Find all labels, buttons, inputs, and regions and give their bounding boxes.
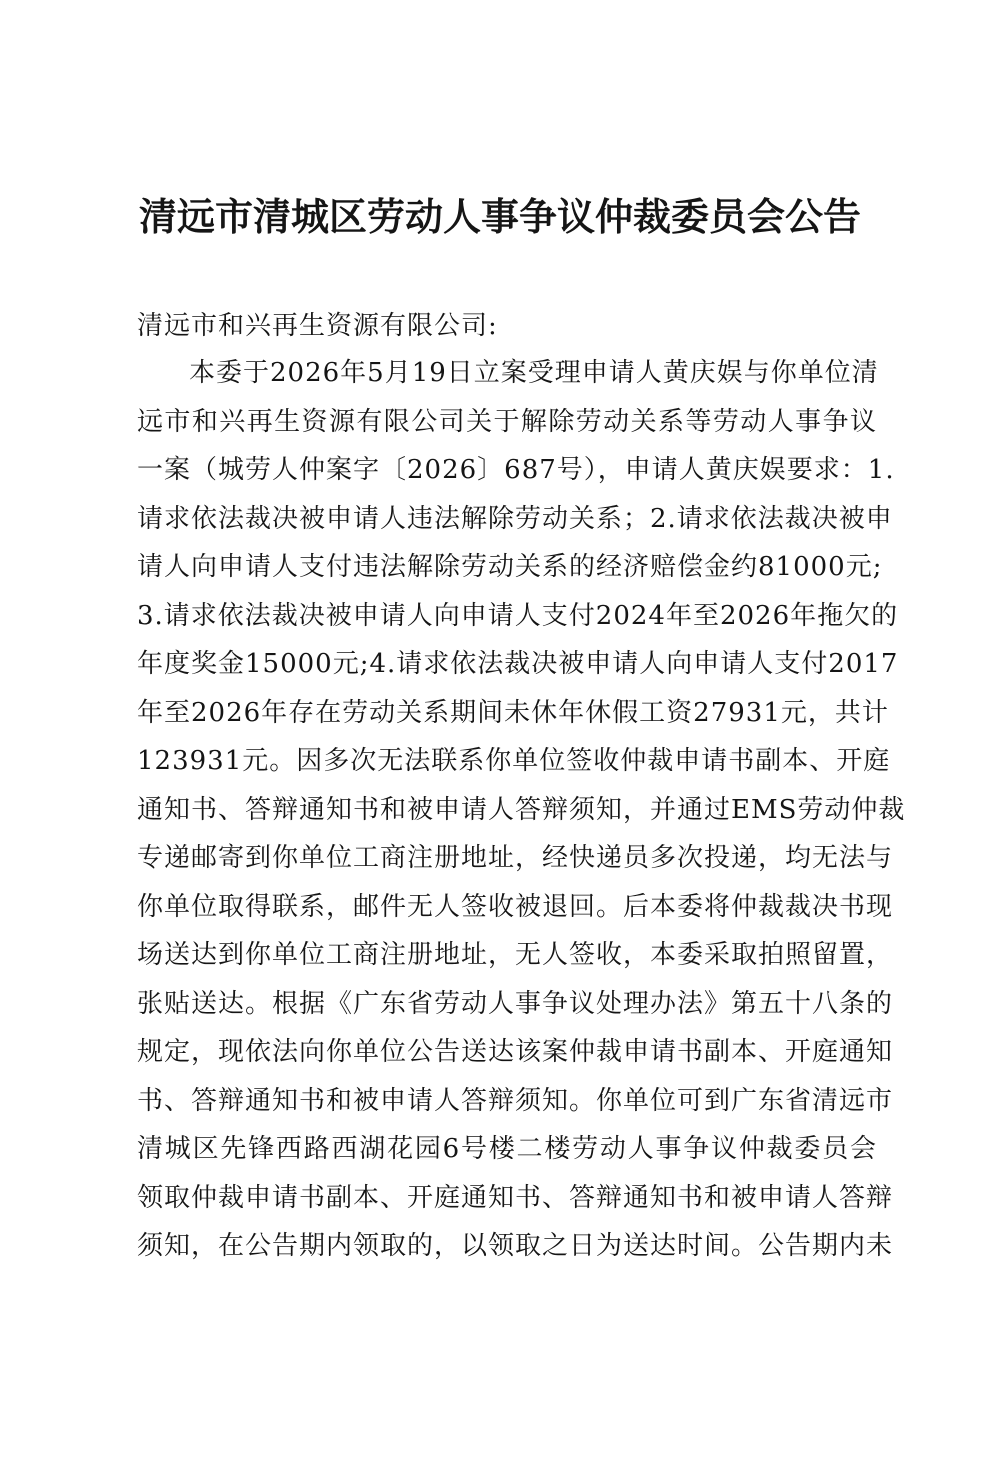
document-title: 清远市清城区劳动人事争议仲裁委员会公告 [138,194,861,239]
addressee: 清远市和兴再生资源有限公司: [137,311,498,341]
body-line: 规定，现依法向你单位公告送达该案仲裁申请书副本、开庭通知 [137,1037,894,1067]
body-line: 一案（城劳人仲案字〔2026〕687号），申请人黄庆娱要求：1. [137,455,895,485]
body-line: 年度奖金15000元;4.请求依法裁决被申请人向申请人支付2017 [137,649,899,679]
body-line: 你单位取得联系，邮件无人签收被退回。后本委将仲裁裁决书现 [137,891,894,922]
body-line: 请求依法裁决被申请人违法解除劳动关系；2.请求依法裁决被申 [137,503,893,534]
body-line: 本委于2026年5月19日立案受理申请人黄庆娱与你单位清 [189,358,879,388]
body-line: 请人向申请人支付违法解除劳动关系的经济赔偿金约81000元; [137,552,883,582]
body-line: 须知，在公告期内领取的，以领取之日为送达时间。公告期内未 [137,1231,894,1261]
body-line: 领取仲裁申请书副本、开庭通知书、答辩通知书和被申请人答辩 [137,1182,894,1213]
body-line: 3.请求依法裁决被申请人向申请人支付2024年至2026年拖欠的 [137,600,899,631]
notice-body [137,349,906,1271]
body-line: 张贴送达。根据《广东省劳动人事争议处理办法》第五十八条的 [137,988,894,1019]
body-line: 年至2026年存在劳动关系期间未休年休假工资27931元，共计 [137,697,889,728]
body-line: 清城区先锋西路西湖花园6号楼二楼劳动人事争议仲裁委员会 [137,1134,877,1164]
body-line: 专递邮寄到你单位工商注册地址，经快递员多次投递，均无法与 [137,843,894,873]
body-line: 通知书、答辩通知书和被申请人答辩须知，并通过EMS劳动仲裁 [137,794,906,825]
body-line: 场送达到你单位工商注册地址，无人签收，本委采取拍照留置， [137,940,894,970]
body-line: 123931元。因多次无法联系你单位签收仲裁申请书副本、开庭 [137,746,891,776]
body-line: 远市和兴再生资源有限公司关于解除劳动关系等劳动人事争议 [137,406,877,437]
body-line: 书、答辩通知书和被申请人答辩须知。你单位可到广东省清远市 [137,1085,894,1116]
